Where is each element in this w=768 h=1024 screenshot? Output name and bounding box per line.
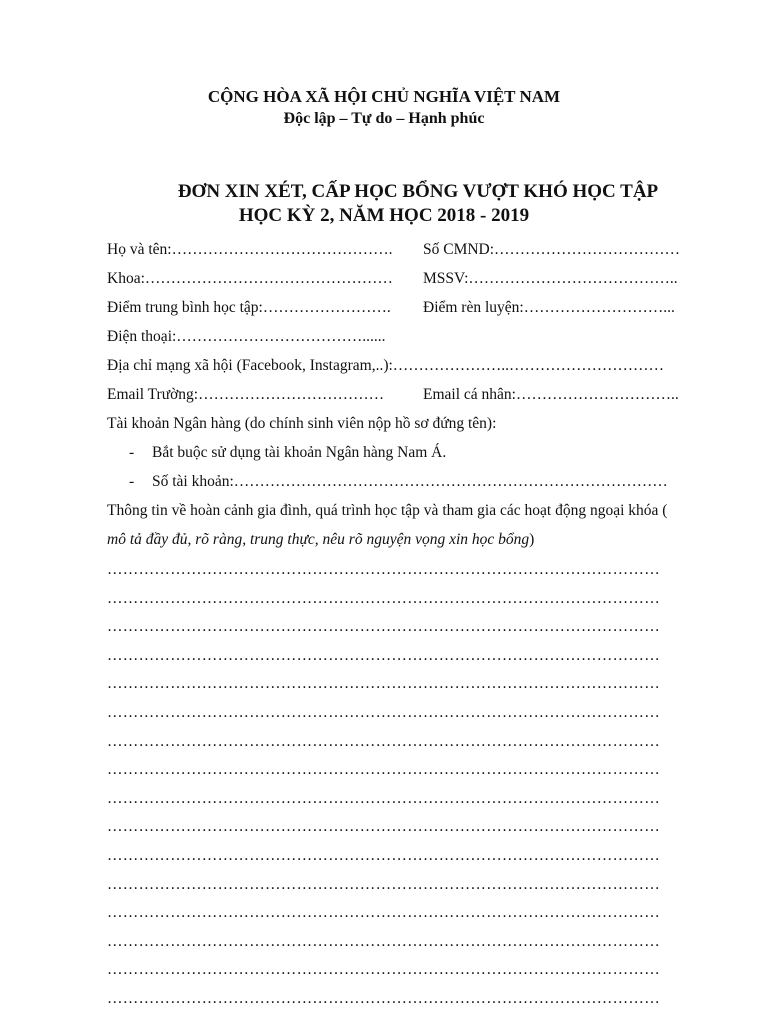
- blank-line[interactable]: ……………………………………………………………………………………………: [107, 904, 660, 922]
- blank-line[interactable]: ……………………………………………………………………………………………: [107, 875, 660, 893]
- conduct-score-field[interactable]: Điểm rèn luyện:………………………...: [423, 299, 675, 316]
- gpa-field[interactable]: Điểm trung bình học tập:…………………….: [107, 299, 391, 316]
- blank-line[interactable]: ……………………………………………………………………………………………: [107, 732, 660, 750]
- blank-line[interactable]: ……………………………………………………………………………………………: [107, 646, 660, 664]
- blank-line[interactable]: ……………………………………………………………………………………………: [107, 789, 660, 807]
- blank-line[interactable]: ……………………………………………………………………………………………: [107, 761, 660, 779]
- bullet-dash: -: [129, 473, 135, 490]
- personal-email-field[interactable]: Email cá nhân:…………………………..: [423, 386, 679, 403]
- social-media-field[interactable]: Địa chỉ mạng xã hội (Facebook, Instagram,..):…………………..…………………………: [107, 357, 665, 374]
- bank-account-intro: Tài khoản Ngân hàng (do chính sinh viên nộp hồ sơ đứng tên):: [107, 415, 497, 432]
- blank-line[interactable]: ……………………………………………………………………………………………: [107, 818, 660, 836]
- blank-line[interactable]: ……………………………………………………………………………………………: [107, 618, 660, 636]
- full-name-field[interactable]: Họ và tên:…………………………………….: [107, 241, 393, 258]
- blank-line[interactable]: ……………………………………………………………………………………………: [107, 961, 660, 979]
- blank-line[interactable]: ……………………………………………………………………………………………: [107, 932, 660, 950]
- bank-requirement-item: [129, 443, 446, 463]
- national-title: CỘNG HÒA XÃ HỘI CHỦ NGHĨA VIỆT NAM: [207, 87, 561, 106]
- blank-line[interactable]: ……………………………………………………………………………………………: [107, 675, 660, 693]
- student-id-field[interactable]: MSSV:…………………………………..: [423, 270, 678, 287]
- blank-line[interactable]: ……………………………………………………………………………………………: [107, 589, 660, 607]
- blank-line[interactable]: ……………………………………………………………………………………………: [107, 847, 660, 864]
- national-motto: Độc lập – Tự do – Hạnh phúc: [283, 110, 485, 127]
- description-hint-italic: mô tả đầy đủ, rõ ràng, trung thực, nêu rõ nguyện vọng xin học bổng: [107, 531, 530, 548]
- bullet-dash: -: [129, 444, 135, 461]
- phone-field[interactable]: Điện thoại:………………………………......: [107, 328, 386, 345]
- blank-line[interactable]: ……………………………………………………………………………………………: [107, 704, 660, 721]
- account-number-item[interactable]: [129, 472, 668, 492]
- description-hint-close: ): [529, 531, 535, 548]
- faculty-field[interactable]: Khoa:…………………………………………: [107, 270, 393, 287]
- blank-line[interactable]: ……………………………………………………………………………………………: [107, 561, 660, 578]
- description-intro: Thông tin về hoàn cảnh gia đình, quá trình học tập và tham gia các hoạt động ngoại khóa (: [107, 502, 668, 519]
- blank-line[interactable]: ……………………………………………………………………………………………: [107, 990, 660, 1007]
- school-email-field[interactable]: Email Trường:………………………………: [107, 386, 385, 403]
- account-number-field[interactable]: Số tài khoản:…………………………………………………………………………: [152, 473, 668, 490]
- bank-requirement-text: Bắt buộc sử dụng tài khoản Ngân hàng Nam Á.: [152, 444, 447, 461]
- form-title-line1: ĐƠN XIN XÉT, CẤP HỌC BỔNG VƯỢT KHÓ HỌC TẬP: [177, 181, 659, 202]
- form-title-line2: HỌC KỲ 2, NĂM HỌC 2018 - 2019: [238, 205, 530, 226]
- id-card-field[interactable]: Số CMND:………………………………: [423, 241, 681, 258]
- description-hint: [107, 530, 534, 550]
